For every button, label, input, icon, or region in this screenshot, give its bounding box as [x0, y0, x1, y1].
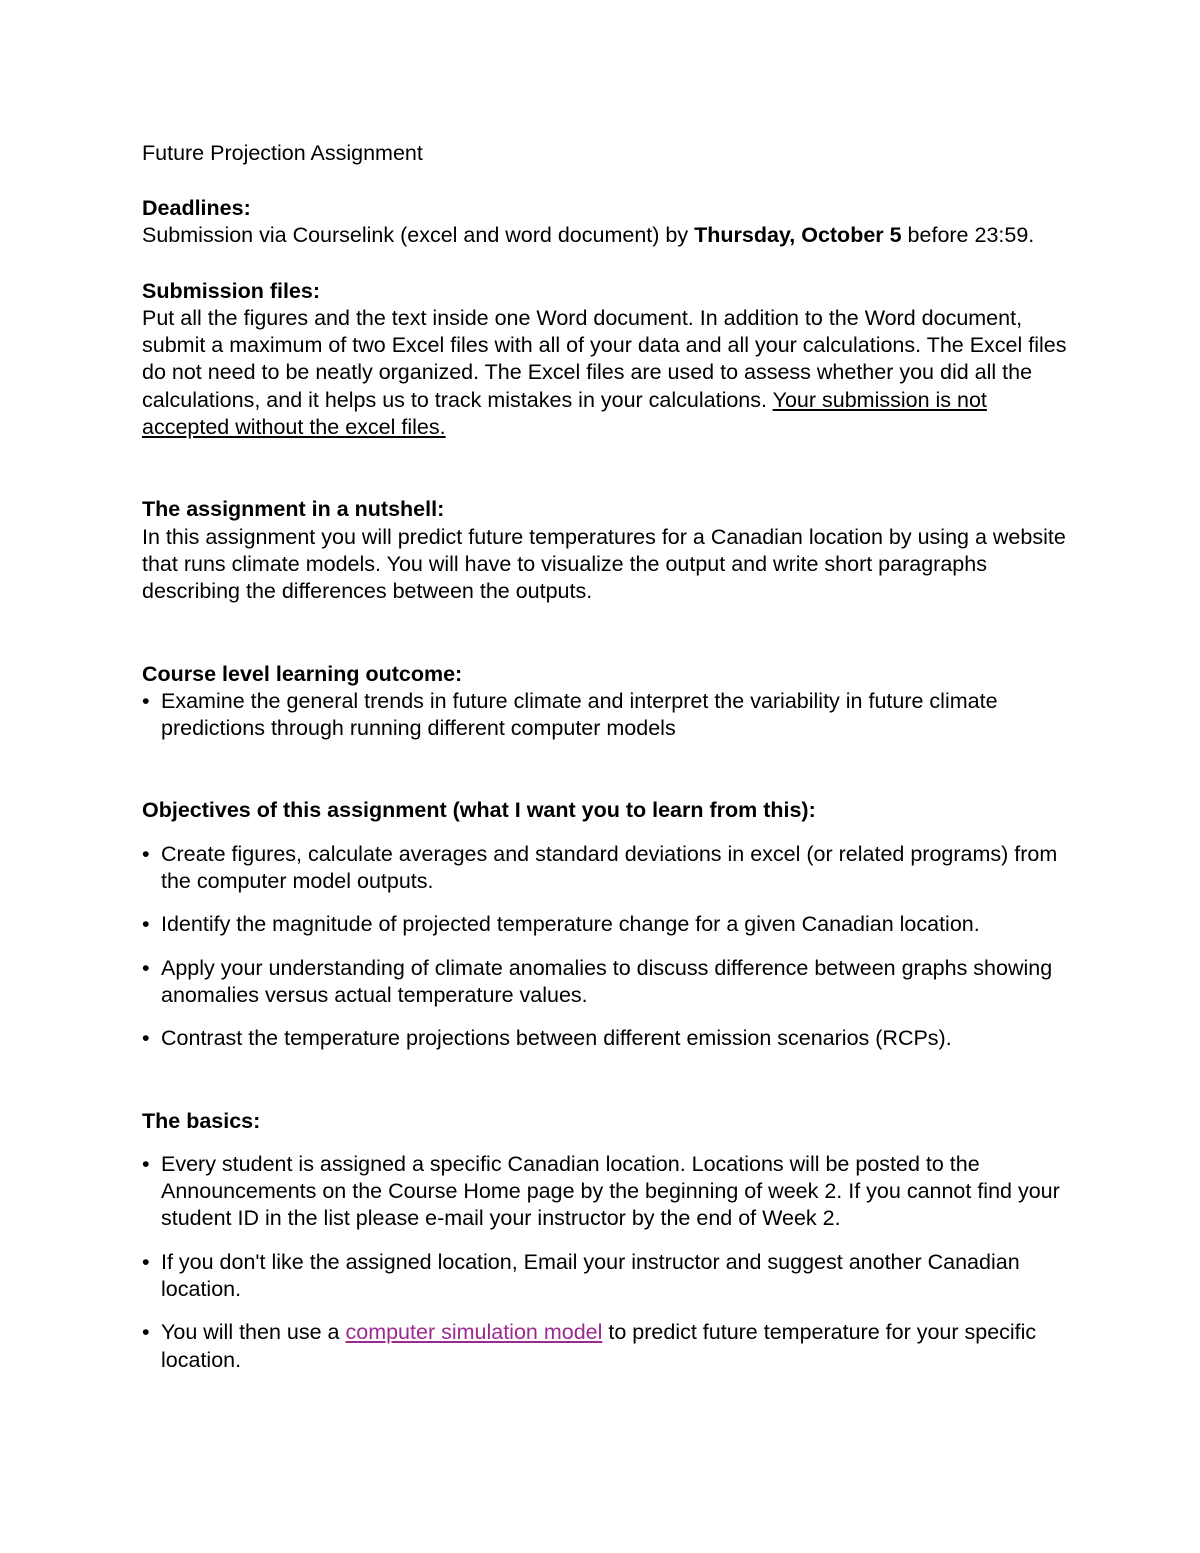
- bullet-icon: •: [142, 1249, 150, 1274]
- deadline-date: Thursday, October 5: [694, 223, 902, 248]
- objectives-heading: Objectives of this assignment (what I want you to learn from this):: [142, 798, 816, 823]
- list-item-text: Every student is assigned a specific Canadian location. Locations will be posted to the Announcements on the Course Home page by the beginning of week 2. If you cannot find your student ID in the list please e-mail your instructor by the end of Week 2.: [161, 1151, 1060, 1231]
- nutshell-text: In this assignment you will predict future temperatures for a Canadian location by using a website that runs climate models. You will have to visualize the output and write short paragraphs describing the differences between the outputs.: [142, 524, 1066, 604]
- nutshell-heading: The assignment in a nutshell:: [142, 497, 445, 522]
- deadlines-heading: Deadlines:: [142, 196, 251, 220]
- basics-heading: The basics:: [142, 1108, 261, 1133]
- list-item: [142, 688, 1072, 743]
- computer-simulation-model-link[interactable]: computer simulation model: [345, 1320, 603, 1345]
- basics-list: [142, 1151, 1072, 1374]
- list-item-text: If you don't like the assigned location, Email your instructor and suggest another Canadian location.: [161, 1249, 1020, 1302]
- bullet-icon: •: [142, 841, 150, 866]
- deadlines-text: [142, 222, 1072, 249]
- bullet-icon: •: [142, 1320, 150, 1345]
- list-item-text: Apply your understanding of climate anomalies to discuss difference between graphs showing anomalies versus actual temperature values.: [161, 955, 1053, 1007]
- course-outcome-list: [142, 688, 1072, 743]
- course-outcome-heading: Course level learning outcome:: [142, 661, 463, 686]
- submission-files-text: [142, 305, 1072, 441]
- deadlines-text-after: before 23:59.: [901, 223, 1035, 248]
- list-item-text: Identify the magnitude of projected temperature change for a given Canadian location.: [161, 912, 980, 937]
- deadlines-text-before: Submission via Courselink (excel and word document) by: [142, 223, 695, 248]
- bullet-icon: •: [142, 1026, 150, 1051]
- list-item: [142, 1319, 1072, 1374]
- objectives-list: [142, 841, 1072, 1053]
- bullet-icon: •: [142, 955, 150, 980]
- submission-warning: Your submission is not accepted without the excel files.: [142, 387, 987, 440]
- list-item: [142, 955, 1072, 1010]
- list-item: [142, 911, 1072, 938]
- document-page: [142, 140, 1072, 1374]
- document-title: Future Projection Assignment: [142, 141, 423, 165]
- list-item-text: Create figures, calculate averages and standard deviations in excel (or related programs) from the computer model outputs.: [161, 841, 1058, 894]
- submission-files-body: Put all the figures and the text inside one Word document. In addition to the Word document, submit a maximum of two Excel files with all of your data and all your calculations. The Excel files do not need to be neatly organized. The Excel files are used to assess whether you did all the calculations, and it helps us to track mistakes in your calculations.: [142, 305, 1067, 412]
- bullet-icon: •: [142, 688, 150, 713]
- bullet-icon: •: [142, 912, 150, 937]
- bullet-icon: •: [142, 1151, 150, 1176]
- list-item: [142, 1025, 1072, 1052]
- list-item-text-after-link: to predict future temperature for your specific location.: [161, 1320, 1037, 1372]
- submission-files-heading: Submission files:: [142, 278, 321, 303]
- list-item: [142, 1249, 1072, 1304]
- list-item: [142, 841, 1072, 896]
- list-item-text-before-link: You will then use a: [161, 1320, 346, 1345]
- list-item-text: Examine the general trends in future climate and interpret the variability in future climate predictions through running different computer models: [161, 688, 998, 741]
- list-item: [142, 1151, 1072, 1233]
- list-item-text: Contrast the temperature projections between different emission scenarios (RCPs).: [161, 1026, 952, 1051]
